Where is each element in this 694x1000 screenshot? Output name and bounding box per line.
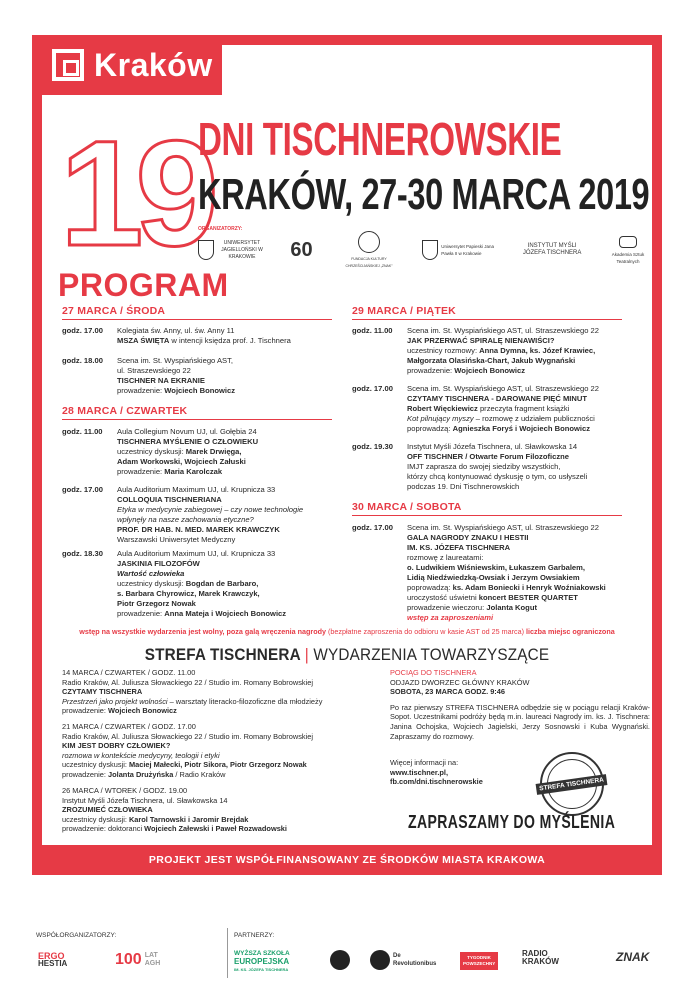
day-header-29: 29 MARCA / PIĄTEK (352, 305, 622, 320)
train-event (390, 668, 650, 741)
imjt-logo (520, 243, 585, 257)
strefa-title: STREFA TISCHNERA (144, 645, 301, 664)
wse-text-3: IM. KS. JÓZEFA TISCHNERA (234, 967, 289, 972)
event-time: godz. 11.00 (62, 427, 103, 436)
train-departure: ODJAZD DWORZEC GŁÓWNY KRAKÓW (390, 677, 530, 687)
stamp-text: STREFA TISCHNERA (536, 774, 608, 795)
side-event-host-org: / Radio Kraków (173, 769, 226, 779)
event-host-label: poprowadzą: (407, 424, 453, 433)
fundacja-seal-icon (358, 231, 380, 253)
event-host: Agnieszka Foryś i Wojciech Bonowicz (452, 424, 591, 433)
strefa-stamp (540, 752, 604, 816)
uj-logo (198, 240, 267, 261)
event-panel: Marek Drwięga, (185, 447, 242, 456)
side-event-host-label: prowadzenie: doktoranci (62, 824, 145, 834)
event-venue: Scena im. St. Wyspiańskiego AST, ul. Straszewskiego 22 (407, 384, 599, 393)
hestia-text: HESTIA (38, 959, 68, 968)
znak-60-logo: 60 (290, 238, 313, 261)
event-panel-label: uczestnicy dyskusji: (117, 579, 186, 588)
strefa-separator: | (304, 645, 309, 664)
event-28-1100 (62, 427, 352, 477)
event-laureates: o. Ludwikiem Wiśniewskim, Łukaszem Garbalem, (407, 563, 586, 572)
krakow-logo (32, 35, 222, 95)
fundacja-znak-logo (339, 231, 399, 270)
derevolutionibus-logo (370, 950, 436, 970)
train-description: Po raz pierwszy STREFA TISCHNERA odbędzie się w pociągu relacji Kraków-Sopot. Uczestnikami podróży będą m.in. laureaci Nagrody im. ks. J. Tischnera: Janina Ochojska, Wojciech Jagielski, Jerzy Sosnowski i Kuba Wygnański. Zapraszamy do rozmowy. (390, 702, 650, 741)
event-time: godz. 17.00 (62, 485, 103, 494)
upjp2-crest-icon (422, 240, 438, 260)
event-venue: Aula Auditorium Maximum UJ, ul. Krupnicza 33 (117, 485, 276, 494)
day-header-28: 28 MARCA / CZWARTEK (62, 405, 332, 420)
event-time: godz. 18.30 (62, 549, 103, 558)
event-note: w intencji księdza prof. J. Tischnera (169, 336, 291, 345)
side-event-title: ZROZUMIEĆ CZŁOWIEKA (62, 805, 153, 815)
entry-notice-a: wstęp na wszystkie wydarzenia jest wolny, poza galą wręczenia nagrody (79, 627, 328, 636)
event-venue: Scena im. St. Wyspiańskiego AST, ul. Straszewskiego 22 (407, 523, 599, 532)
event-host-label: poprowadzą: (407, 583, 453, 592)
side-event-panel: Maciej Małecki, Piotr Sikora, Piotr Grzegorz Nowak (128, 760, 307, 770)
event-book-title: Kot pilnujący myszy (407, 414, 474, 423)
event-topic: Wartość człowieka (117, 569, 185, 578)
event-27-1700 (62, 326, 352, 350)
event-address: ul. Straszewskiego 22 (117, 366, 191, 375)
organizers-label: ORGANIZATORZY: (198, 226, 243, 232)
side-event-venue: Radio Kraków, Al. Juliusza Słowackiego 22 / Studio im. Romany Bobrowskiej (62, 731, 313, 741)
event-panel-cont: Adam Workowski, Wojciech Załuski (117, 457, 246, 466)
side-event-venue: Instytut Myśli Józefa Tischnera, ul. Sławkowska 14 (62, 795, 228, 805)
event-host: ks. Adam Boniecki i Henryk Woźniakowski (452, 583, 606, 592)
krakow-logo-text: Kraków (94, 46, 213, 83)
event-title: MSZA ŚWIĘTA (117, 336, 170, 345)
event-speaker: PROF. DR HAB. N. MED. MAREK KRAWCZYK (117, 525, 280, 534)
uj-crest-icon (198, 240, 214, 260)
partners-label: PARTNERZY: (234, 932, 275, 939)
day-header-27: 27 MARCA / ŚRODA (62, 305, 332, 320)
edition-number: 19 (60, 109, 211, 277)
radio-text-2: KRAKÓW (522, 957, 559, 966)
side-event-topic-note: – warsztaty literacko-filozoficzne dla młodzieży (167, 696, 323, 706)
event-panel: Anna Dymna, ks. Józef Krawiec, (479, 346, 596, 355)
side-event-panel: Karol Tarnowski i Jaromir Brejdak (128, 814, 249, 824)
event-title: TISCHNER NA EKRANIE (117, 376, 205, 385)
side-event-venue: Radio Kraków, Al. Juliusza Słowackiego 22 / Studio im. Romany Bobrowskiej (62, 677, 313, 687)
event-topic: Etyka w medycynie zabiegowej – czy nowe technologie (117, 505, 304, 514)
radio-text-1: RADIO (522, 949, 548, 958)
event-time: godz. 17.00 (352, 523, 393, 532)
event-host: Wojciech Bonowicz (454, 366, 526, 375)
event-time: godz. 17.00 (352, 384, 393, 393)
event-time: godz. 18.00 (62, 356, 103, 365)
event-book-note: – rozmowę z udziałem publiczności (473, 414, 595, 423)
train-title: POCIĄG DO TISCHNERA (390, 668, 477, 677)
event-venue: Kolegiata św. Anny, ul. św. Anny 11 (117, 326, 235, 335)
side-event-host: Wojciech Załewski i Paweł Rozwadowski (144, 824, 287, 834)
event-description-cont: podczas 19. Dni Tischnerowskich (407, 482, 520, 491)
event-description-cont: którzy chcą kontynuować dyskusję o tym, co usłyszeli (407, 472, 588, 481)
entry-notice-c: liczba miejsc ograniczona (524, 627, 615, 636)
uj-logo-text: UNIWERSYTET JAGIELLOŃSKI W KRAKOWIE (221, 239, 263, 260)
wse-logo (234, 950, 290, 974)
znak-logo: ZNAK (616, 950, 650, 964)
side-event-panel-label: uczestnicy dyskusji: (62, 760, 129, 770)
ast-mark-icon (619, 236, 637, 248)
train-date: SOBOTA, 23 MARCA GODZ. 9:46 (390, 687, 505, 697)
side-event-panel-label: uczestnicy dyskusji: (62, 814, 129, 824)
side-event-date: 26 MARCA / WTOREK / GODZ. 19.00 (62, 786, 188, 795)
side-event-date: 14 MARCA / CZWARTEK / GODZ. 11.00 (62, 668, 196, 677)
event-title: JASKINIA FILOZOFÓW (117, 559, 200, 568)
event-mc: Jolanta Kogut (486, 603, 537, 612)
event-panel: Bogdan de Barbaro, (185, 579, 259, 588)
upjp2-logo (422, 240, 496, 260)
event-title: TISCHNERA MYŚLENIE O CZŁOWIEKU (117, 437, 259, 446)
coorganizers-label: WSPÓŁORGANIZATORZY: (36, 932, 117, 939)
ergo-text: ERGO (38, 951, 65, 961)
agh-logo (115, 952, 167, 968)
event-invite-note: wstęp za zaproszeniami (407, 613, 494, 622)
agh-100-text: 100 (115, 951, 142, 968)
event-venue: Aula Auditorium Maximum UJ, ul. Krupnicza 33 (117, 549, 276, 558)
event-panel-cont: Małgorzata Olasińska-Chart, Jakub Wygnański (407, 356, 576, 365)
event-venue: Instytut Myśli Józefa Tischnera, ul. Sławkowska 14 (407, 442, 578, 451)
event-29-1100 (352, 326, 647, 378)
side-event-host-label: prowadzenie: (62, 706, 109, 716)
more-info-label: Więcej informacji na: (390, 758, 459, 767)
event-title: DNI TISCHNEROWSKIE (198, 113, 562, 165)
event-panel-cont: Piotr Grzegorz Nowak (117, 599, 196, 608)
event-description: IMJT zaprasza do swojej siedziby wszystkich, (407, 462, 561, 471)
event-subtitle: KRAKÓW, 27-30 MARCA 2019 (198, 170, 650, 219)
tygodnik-logo (460, 952, 498, 970)
event-reader: Robert Więckiewicz (407, 404, 478, 413)
strefa-subtitle: WYDARZENIA TOWARZYSZĄCE (313, 645, 550, 664)
side-event-host: Jolanta Drużyńska (108, 769, 174, 779)
side-event-26 (62, 786, 342, 834)
event-28-1830 (62, 549, 352, 621)
event-host-label: prowadzenie: (117, 386, 165, 395)
event-venue: Scena im. St. Wyspiańskiego AST, ul. Straszewskiego 22 (407, 326, 599, 335)
event-title: CZYTAMY TISCHNERA - DAROWANE PIĘĆ MINUT (407, 394, 587, 403)
event-reading-note: przeczyta fragment książki (477, 404, 570, 413)
event-host-label: prowadzenie: (117, 467, 165, 476)
event-time: godz. 17.00 (62, 326, 103, 335)
day-header-30: 30 MARCA / SOBOTA (352, 501, 622, 516)
imjt-text: INSTYTUT MYŚLI JÓZEFA TISCHNERA (522, 243, 582, 256)
side-event-14 (62, 668, 342, 716)
side-event-topic: rozmowa w kontekście medycyny, teologii i etyki (62, 750, 220, 760)
event-affiliation: Warszawski Uniwersytet Medyczny (117, 535, 236, 544)
derev-text-1: De (393, 953, 401, 959)
derevolutionibus-icon (370, 950, 390, 970)
event-title-cont: IM. KS. JÓZEFA TISCHNERA (407, 543, 511, 552)
side-event-21 (62, 722, 342, 780)
ast-text: Akademia Sztuk Teatralnych (611, 251, 645, 264)
side-event-date: 21 MARCA / CZWARTEK / GODZ. 17.00 (62, 722, 196, 731)
event-panel-label: uczestnicy dyskusji: (117, 447, 186, 456)
event-title: JAK PRZERWAĆ SPIRALĘ NIENAWIŚCI? (407, 336, 555, 345)
event-30-1700 (352, 523, 647, 623)
event-panel-cont: s. Barbara Chyrowicz, Marek Krawczyk, (117, 589, 260, 598)
entry-notice-b: (bezpłatne zaproszenia do odbioru w kasie AST od 25 marca) (327, 627, 525, 636)
ergo-hestia-logo (38, 952, 67, 968)
side-event-title: KIM JEST DOBRY CZŁOWIEK? (62, 741, 171, 751)
side-event-host-label: prowadzenie: (62, 769, 109, 779)
entry-notice (52, 627, 642, 636)
event-host-label: prowadzenie: (117, 609, 165, 618)
krakow-logo-icon (52, 49, 84, 81)
event-mc-label: prowadzenie wieczoru: (407, 603, 487, 612)
event-host: Anna Mateja i Wojciech Bonowicz (164, 609, 287, 618)
side-event-topic: Przestrzeń jako projekt wolności (62, 696, 168, 706)
program-label: PROGRAM (58, 267, 229, 303)
event-title: OFF TISCHNER / Otwarte Forum Filozoficzne (407, 452, 570, 461)
event-concert: koncert BESTER QUARTET (478, 593, 578, 602)
event-host: Wojciech Bonowicz (164, 386, 236, 395)
partner-circle-icon (330, 950, 350, 970)
ast-logo (608, 236, 648, 265)
event-time: godz. 11.00 (352, 326, 393, 335)
event-host: Maria Karolczak (164, 467, 223, 476)
event-29-1930 (352, 442, 647, 494)
event-panel-label: uczestnicy rozmowy: (407, 346, 480, 355)
event-concert-label: uroczystość uświetni (407, 593, 479, 602)
event-host-label: prowadzenie: (407, 366, 455, 375)
tygodnik-text: TYGODNIK POWSZECHNY (460, 952, 498, 970)
event-topic-cont: wpłynęły na nasze zachowania etyczne? (117, 515, 254, 524)
event-time: godz. 19.30 (352, 442, 393, 451)
agh-text: LAT AGH (144, 952, 161, 967)
radio-krakow-logo (522, 950, 559, 966)
invite-slogan: ZAPRASZAMY DO MYŚLENIA (408, 812, 616, 832)
upjp2-text: Uniwersytet Papieski Jana Pawła II w Krakowie (441, 244, 495, 256)
side-event-host: Wojciech Bonowicz (108, 706, 177, 716)
event-27-1800 (62, 356, 352, 400)
event-venue: Scena im. St. Wyspiańskiego AST, (117, 356, 233, 365)
event-title: GALA NAGRODY ZNAKU I HESTII (407, 533, 529, 542)
side-event-title: CZYTAMY TISCHNERA (62, 687, 143, 697)
event-title: COLLOQUIA TISCHNERIANA (117, 495, 222, 504)
event-29-1700 (352, 384, 647, 436)
funding-banner: PROJEKT JEST WSPÓŁFINANSOWANY ZE ŚRODKÓW MIASTA KRAKOWA (32, 845, 662, 875)
event-laureates-cont: Lidią Niedźwiedzką-Owsiak i Jerzym Owsiakiem (407, 573, 580, 582)
event-28-1700 (62, 485, 352, 545)
more-info-links[interactable]: www.tischner.pl, fb.com/dni.tischnerowskie (390, 767, 483, 787)
event-venue: Aula Collegium Novum UJ, ul. Gołębia 24 (117, 427, 257, 436)
wse-text-2: EUROPEJSKA (234, 957, 290, 966)
derev-text-2: Revolutionibus (393, 961, 437, 967)
more-info (390, 758, 540, 787)
partner-circle-logo (330, 950, 350, 973)
wse-text-1: WYŻSZA SZKOŁA (234, 950, 290, 957)
strefa-heading (89, 645, 606, 665)
fundacja-text: FUNDACJA KULTURY CHRZEŚCIJAŃSKIEJ „ZNAK” (345, 256, 393, 268)
sponsor-divider (227, 928, 228, 978)
event-laureates-label: rozmowę z laureatami: (407, 553, 484, 562)
organizers-logos (198, 232, 648, 268)
